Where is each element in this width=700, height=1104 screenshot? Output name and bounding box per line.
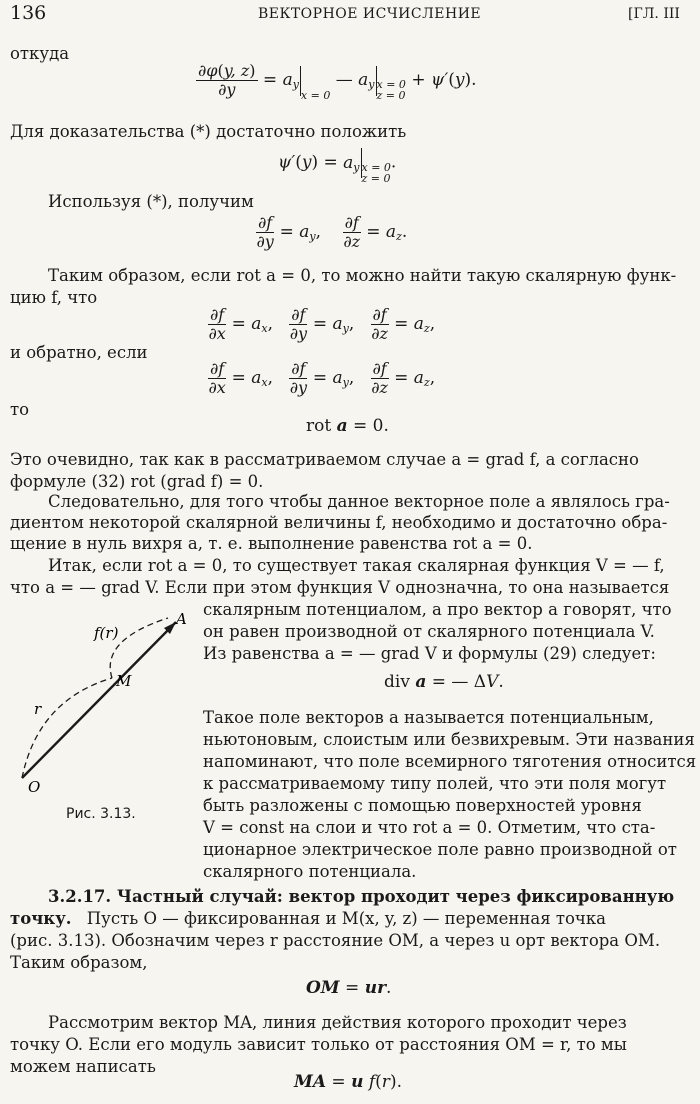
- text-sec-2: (рис. 3.13). Обозначим через r расстояние OM, а через u орт вектора OM.: [10, 931, 661, 950]
- equation-4: $\frac{\partial f}{\partial x}$ = $a_x$, $\frac{\partial f}{\partial y}$ = $a_y$, $\frac{\partial f}{\partial z}$ = $a_z$,: [208, 305, 436, 343]
- label-m: M: [116, 672, 132, 690]
- text-dlya-dokaz: Для доказательства (*) достаточно положить: [10, 122, 407, 141]
- text-itak-4: он равен производной от скалярного потенциала V.: [203, 622, 655, 641]
- text-itak-1: Итак, если rot a = 0, то существует такая скалярная функция V = — f,: [48, 556, 665, 575]
- label-o: O: [28, 778, 41, 796]
- chapter-label: [ГЛ. III: [628, 6, 680, 22]
- equation-3: $\frac{\partial f}{\partial y}$ = $a_y$, $\frac{\partial f}{\partial z}$ = $a_z$.: [256, 213, 408, 251]
- text-takoe-5: быть разложены с помощью поверхностей уровня: [203, 796, 642, 815]
- equation-1: $\frac{\partial\varphi(y, z)}{\partial y}$ = $a_yx = 0$ — $a_y$ x = 0 z = 0 + ψ′(y).: [198, 61, 477, 102]
- text-rassm-1: Рассмотрим вектор MA, линия действия которого проходит через: [48, 1013, 627, 1032]
- figure-caption: Рис. 3.13.: [66, 806, 136, 822]
- label-fr: f(r): [94, 624, 119, 642]
- vector-oa-line: [22, 622, 176, 778]
- text-rassm-2: точку O. Если его модуль зависит только от расстояния OM = r, то мы: [10, 1035, 627, 1054]
- text-itak-2: что a = — grad V. Если при этом функция V однозначна, то она называется: [10, 578, 670, 597]
- text-takoe-6: V = const на слои и что rot a = 0. Отметим, что ста-: [203, 818, 656, 837]
- text-takoe-7: ционарное электрическое поле равно производной от: [203, 840, 677, 859]
- running-title: ВЕКТОРНОЕ ИСЧИСЛЕНИЕ: [258, 6, 482, 22]
- equation-9-visible: MA = u f(r).: [294, 1072, 402, 1092]
- text-i-obratno: и обратно, если: [10, 343, 148, 362]
- text-itak-3: скалярным потенциалом, а про вектор a говорят, что: [203, 600, 672, 619]
- label-r: r: [34, 700, 42, 718]
- text-eto-1: Это очевидно, так как в рассматриваемом случае a = grad f, а согласно: [10, 450, 639, 469]
- text-eto-2: формуле (32) rot (grad f) = 0.: [10, 472, 264, 491]
- equation-2: $\psi'(y) = a_y$ x = 0 z = 0.: [278, 148, 396, 184]
- label-a: A: [176, 610, 187, 628]
- text-rassm-3: можем написать: [10, 1057, 156, 1076]
- text-otkuda: откуда: [10, 44, 70, 63]
- text-takim-1: Таким образом, если rot a = 0, то можно найти такую скалярную функ-: [48, 266, 677, 285]
- text-to: то: [10, 400, 30, 419]
- text-sec-3: Таким образом,: [10, 953, 148, 972]
- text-takoe-3: напоминают, что поле всемирного тяготения относится: [203, 752, 697, 771]
- arc-fr: [110, 618, 168, 678]
- text-sled-3: щение в нуль вихря a, т. е. выполнение равенства rot a = 0.: [10, 534, 533, 553]
- equation-5: $\frac{\partial f}{\partial x}$ = $a_x$, $\frac{\partial f}{\partial y}$ = $a_y$, $\frac{\partial f}{\partial z}$ = $a_z$,: [208, 359, 436, 397]
- equation-7: div a = — ΔV.: [384, 672, 504, 692]
- equation-8: OM = ur.: [306, 978, 392, 998]
- equation-6: rot a = 0.: [306, 416, 389, 436]
- text-itak-5: Из равенства a = — grad V и формулы (29) следует:: [203, 644, 656, 663]
- figure-3-13: [8, 600, 198, 800]
- text-sled-1: Следовательно, для того чтобы данное векторное поле a являлось гра-: [48, 492, 670, 511]
- section-heading-2: точку. Пусть O — фиксированная и M(x, y, z) — переменная точка: [10, 909, 606, 928]
- text-ispolzuya: Используя (*), получим: [48, 192, 254, 211]
- text-takim-2: цию f, что: [10, 288, 98, 307]
- text-takoe-1: Такое поле векторов a называется потенциальным,: [203, 708, 654, 727]
- text-takoe-2: ньютоновым, слоистым или безвихревым. Эти названия: [203, 730, 695, 749]
- text-sled-2: диентом некоторой скалярной величины f, необходимо и достаточно обра-: [10, 513, 668, 532]
- page-number: 136: [10, 2, 47, 24]
- section-heading-1: 3.2.17. Частный случай: вектор проходит через фиксированную: [48, 887, 675, 906]
- text-takoe-4: к рассматриваемому типу полей, что эти поля могут: [203, 774, 667, 793]
- text-takoe-8: скалярного потенциала.: [203, 862, 417, 881]
